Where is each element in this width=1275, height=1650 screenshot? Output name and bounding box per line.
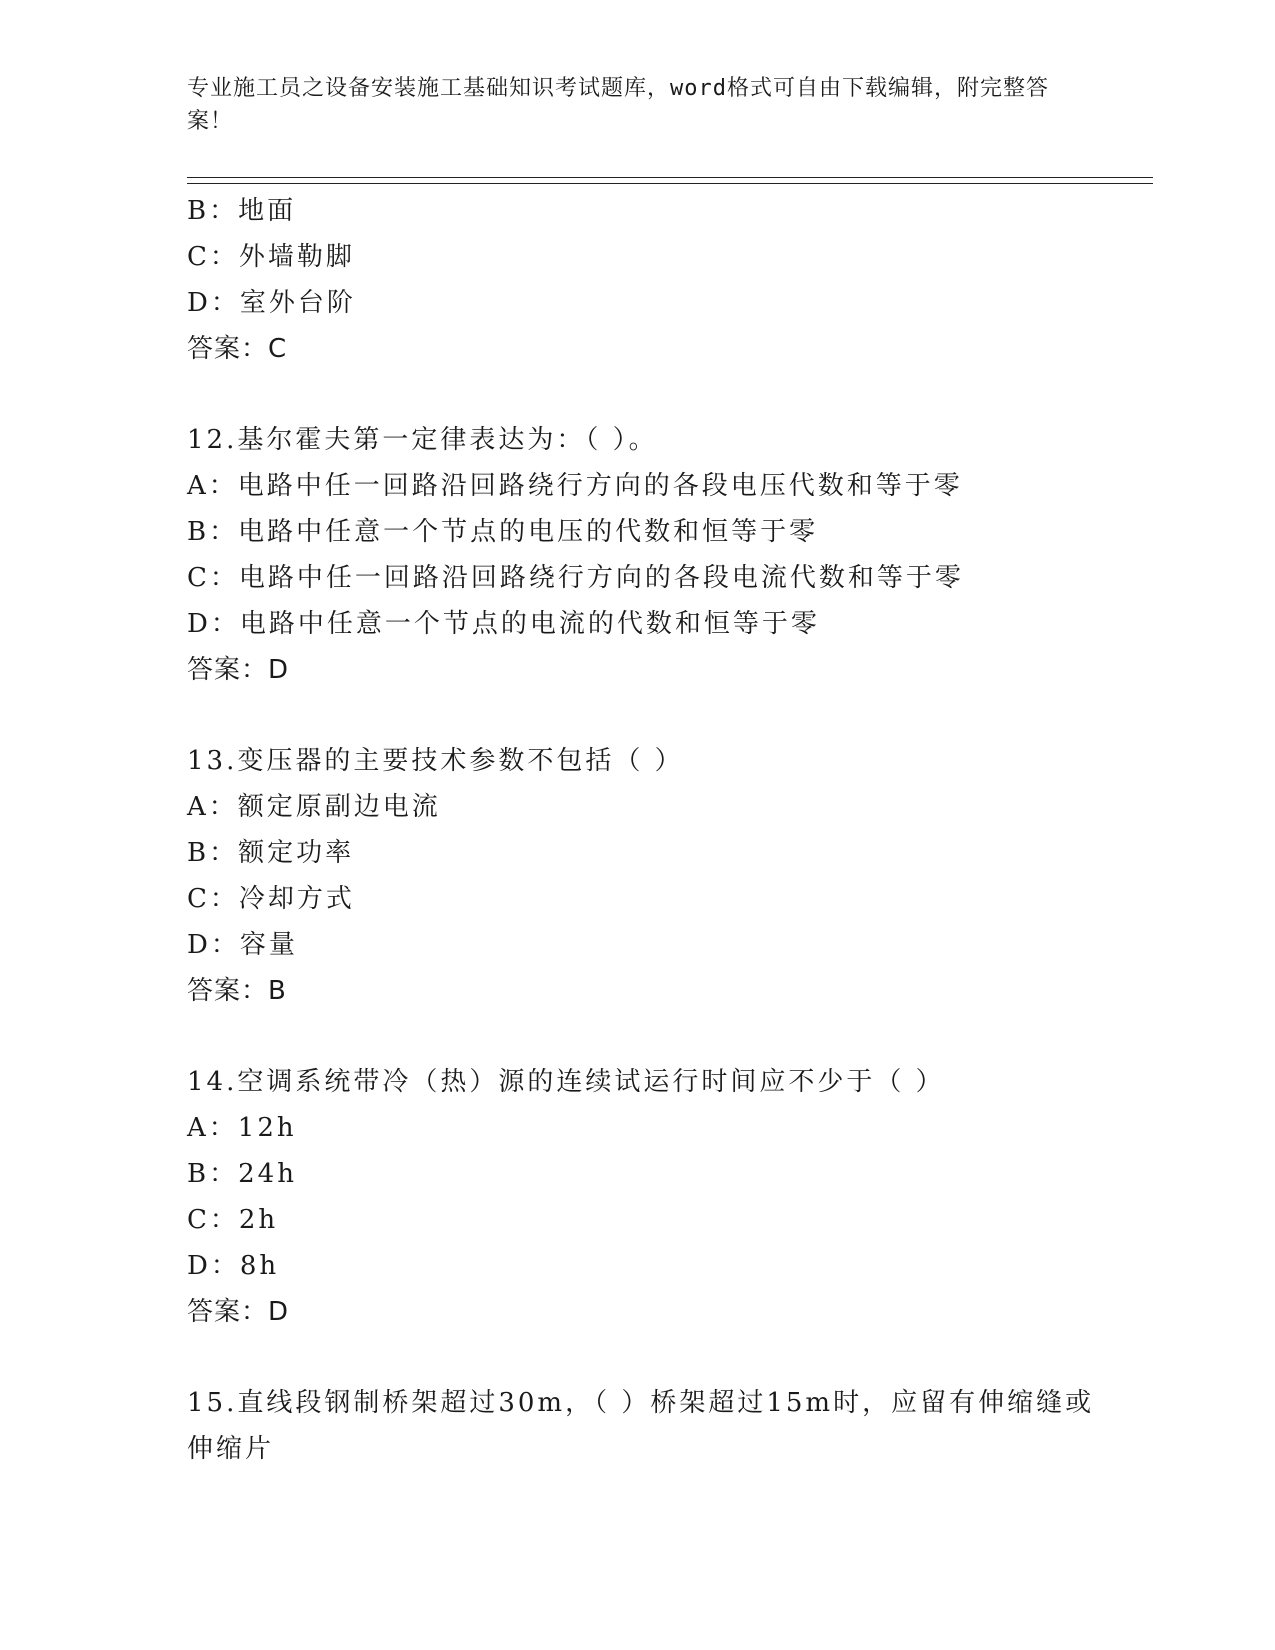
spacer [187, 693, 1107, 738]
option-d: D：容量 [187, 930, 298, 960]
question-11-tail [187, 188, 1107, 372]
answer-text: 答案：B [187, 976, 287, 1006]
option-d: D：室外台阶 [187, 288, 356, 318]
question-stem-line-1: 15.直线段钢制桥架超过30m，（ ）桥架超过15m时，应留有伸缩缝或 [187, 1388, 1095, 1418]
question-stem-line-2: 伸缩片 [187, 1434, 275, 1464]
option-b: B：地面 [187, 196, 297, 226]
option-c: C：冷却方式 [187, 884, 355, 914]
option-a: A：电路中任一回路沿回路绕行方向的各段电压代数和等于零 [187, 471, 963, 501]
question-12 [187, 417, 1107, 693]
option-d: D：电路中任意一个节点的电流的代数和恒等于零 [187, 609, 820, 639]
answer-text: 答案：D [187, 655, 290, 685]
option-b: B：24h [187, 1159, 297, 1189]
answer-text: 答案：D [187, 1297, 290, 1327]
option-b: B：电路中任意一个节点的电压的代数和恒等于零 [187, 517, 819, 547]
option-a: A：额定原副边电流 [187, 792, 441, 822]
spacer [187, 1014, 1107, 1059]
question-stem: 14.空调系统带冷（热）源的连续试运行时间应不少于（ ） [187, 1067, 945, 1097]
option-d: D：8h [187, 1251, 280, 1281]
question-13 [187, 738, 1107, 1014]
option-a: A：12h [187, 1113, 297, 1143]
option-c: C：外墙勒脚 [187, 242, 355, 272]
spacer [187, 372, 1107, 417]
question-14 [187, 1059, 1107, 1335]
spacer [187, 1335, 1107, 1380]
option-b: B：额定功率 [187, 838, 355, 868]
option-c: C：电路中任一回路沿回路绕行方向的各段电流代数和等于零 [187, 563, 964, 593]
header-divider-top [187, 177, 1153, 178]
header-divider-bottom [187, 183, 1153, 184]
question-15 [187, 1380, 1107, 1472]
answer-text: 答案：C [187, 334, 288, 364]
question-list [187, 188, 1107, 1472]
option-c: C：2h [187, 1205, 279, 1235]
question-stem: 12.基尔霍夫第一定律表达为：（ ）。 [187, 425, 658, 455]
document-header: 专业施工员之设备安装施工基础知识考试题库，word格式可自由下载编辑，附完整答案！ [187, 76, 1049, 134]
question-stem: 13.变压器的主要技术参数不包括（ ） [187, 746, 684, 776]
